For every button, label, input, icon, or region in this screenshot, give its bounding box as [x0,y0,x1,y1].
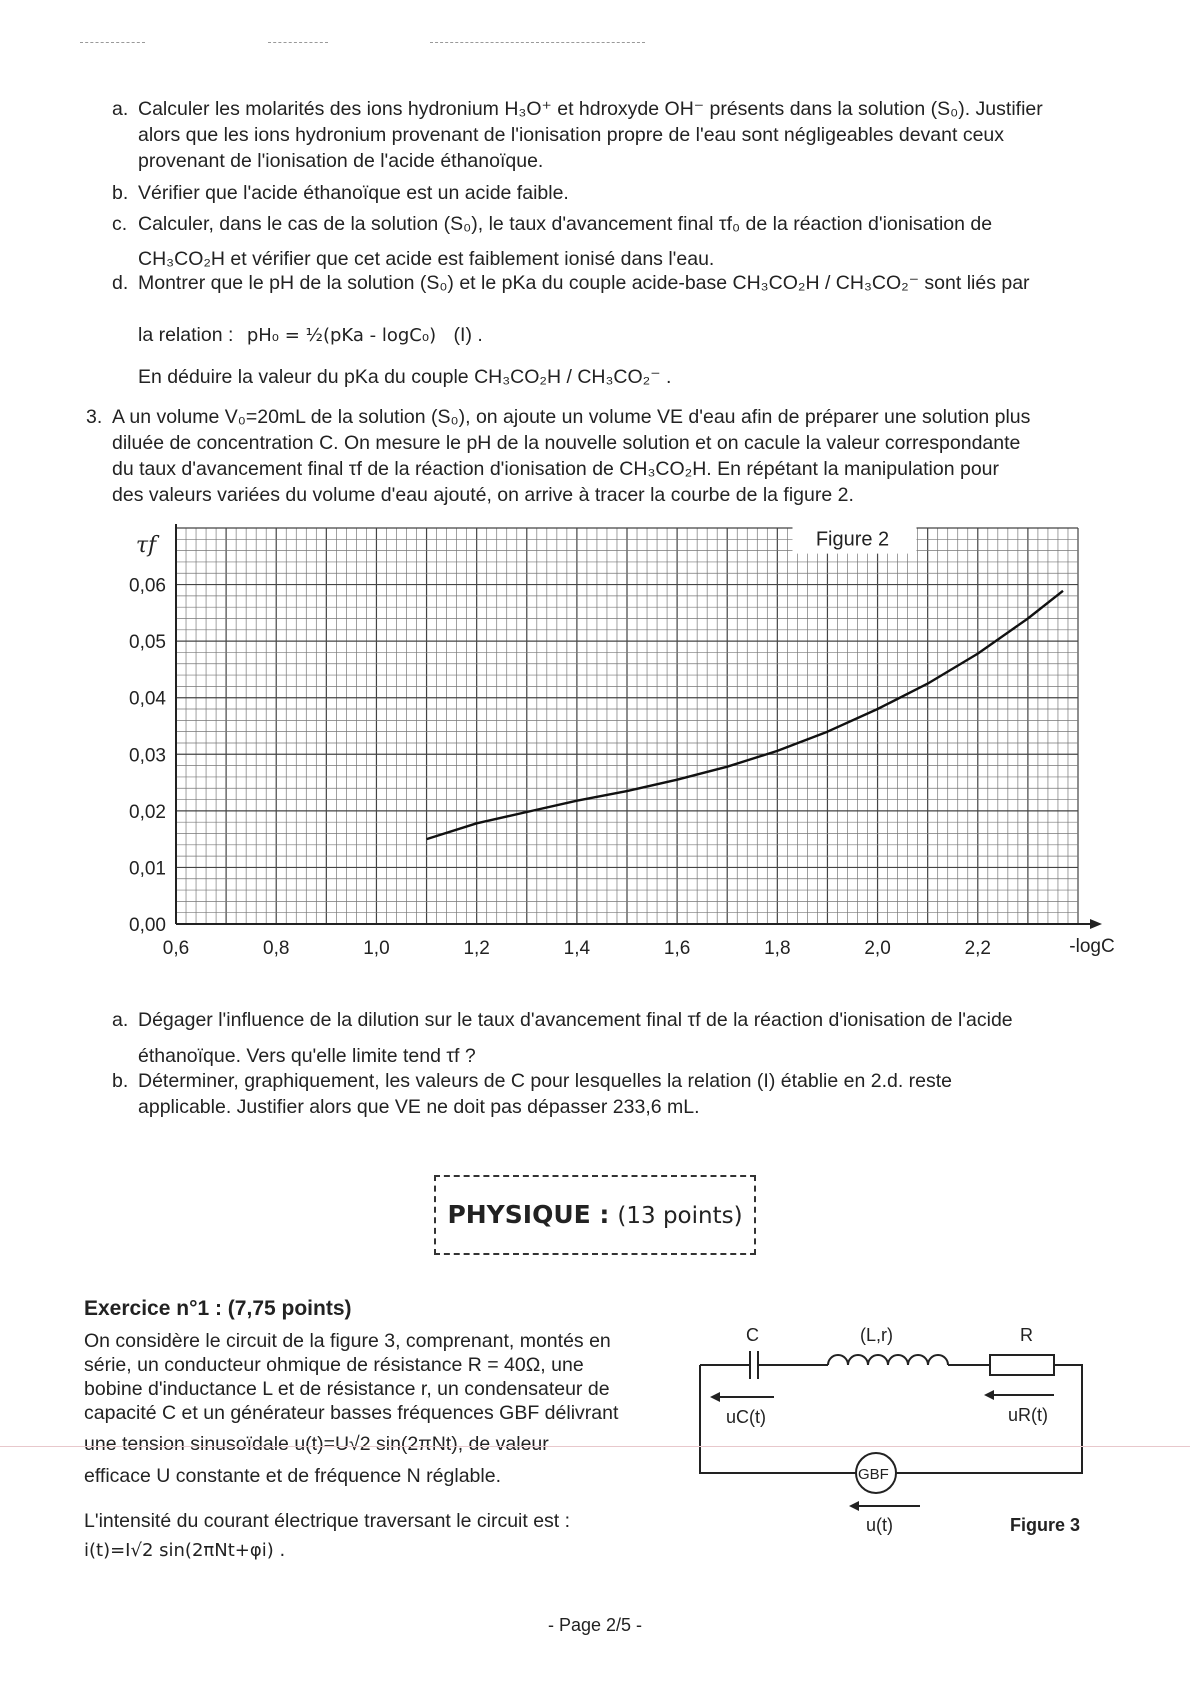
y-tick-label: 0,00 [129,915,166,936]
item-label: d. [112,272,129,294]
q2-a-line1: Calculer les molarités des ions hydronium H₃O⁺ et hdroxyde OH⁻ présents dans la solution (S₀). Justifier [138,98,1043,120]
scan-artifact-dash [80,42,145,43]
ex1-line: On considère le circuit de la figure 3, comprenant, montés en [84,1330,611,1352]
q3-b-line2: applicable. Justifier alors que VE ne doit pas dépasser 233,6 mL. [138,1096,700,1118]
q3-a-line2: éthanoïque. Vers qu'elle limite tend τf ? [138,1045,476,1067]
x-tick-label: 0,8 [263,938,290,959]
q2-item-a [112,96,1102,174]
arrowhead [849,1501,859,1511]
q3-a-line1: Dégager l'influence de la dilution sur le taux d'avancement final τf de la réaction d'ionisation de l'acide [138,1009,1013,1031]
label-lr: (L,r) [860,1325,893,1345]
wire [896,1365,1082,1473]
x-tick-label: 1,4 [563,938,591,959]
resistor [990,1355,1054,1375]
ex1-line: efficace U constante et de fréquence N réglable. [84,1465,501,1487]
scan-artifact-dash [268,42,328,43]
current-formula: i(t)=I√2 sin(2πNt+φi) . [84,1540,286,1561]
item-label: c. [112,213,128,235]
y-tick-label: 0,03 [129,745,166,767]
q3-item-a [112,1002,1107,1074]
physique-points: (13 points) [617,1203,743,1229]
y-tick-label: 0,02 [129,801,166,823]
formula-tag: (I) . [453,324,483,346]
x-tick-label: 2,2 [964,938,991,959]
q3-statement [86,404,1106,508]
label-c: C [746,1325,759,1345]
exercice-1-intro [84,1329,684,1493]
q2-c-line2: CH₃CO₂H et vérifier que cet acide est faiblement ionisé dans l'eau. [138,248,715,270]
label-r: R [1020,1325,1033,1345]
x-tick-label: 2,0 [864,938,891,959]
item-label: b. [112,182,129,204]
figure-2-title: Figure 2 [815,528,890,551]
item-label: 3. [86,406,103,428]
exercice-1-title: Exercice n°1 : (7,75 points) [84,1297,352,1320]
ex1-line: capacité C et un générateur basses fréquences GBF délivrant [84,1402,619,1424]
physique-heading-box [434,1175,756,1255]
arrowhead [984,1390,994,1400]
figure-3-caption: Figure 3 [1010,1515,1081,1535]
scan-artifact-dash [430,42,645,43]
q2-b-text: Vérifier que l'acide éthanoïque est un acide faible. [138,182,569,204]
x-tick-label: 1,8 [764,938,791,959]
figure-3-circuit [690,1325,1110,1535]
label-uc: uC(t) [726,1407,766,1427]
item-label: a. [112,1009,129,1031]
item-label: b. [112,1070,129,1092]
y-tick-label: 0,04 [129,688,166,710]
item-label: a. [112,98,129,120]
physique-title: PHYSIQUE : [447,1200,610,1229]
x-tick-label: 1,2 [463,938,490,959]
label-ur: uR(t) [1008,1405,1048,1425]
ex1-line: une tension sinusoïdale u(t)=U√2 sin(2πNt), de valeur [84,1433,549,1455]
inductor-coil [828,1355,948,1365]
q2-item-d [112,270,1102,296]
x-axis-arrowhead [1090,919,1102,929]
exercice-1-current [84,1508,684,1564]
physique-heading [436,1177,754,1253]
q2-c-line1: Calculer, dans le cas de la solution (S₀), le taux d'avancement final τf₀ de la réaction d'ionisation de [138,213,993,235]
x-axis-label: -logC [1069,936,1115,957]
wire [700,1365,856,1473]
y-tick-label: 0,01 [129,858,166,880]
q2-d-line1: Montrer que le pH de la solution (S₀) et le pKa du couple acide-base CH₃CO₂H / CH₃CO₂⁻ sont liés par [138,272,1030,294]
q3-line4: des valeurs variées du volume d'eau ajouté, on arrive à tracer la courbe de la figure 2. [112,484,854,506]
q3-line2: diluée de concentration C. On mesure le pH de la nouvelle solution et on cacule la valeur correspondante [112,432,1021,454]
q3-line3: du taux d'avancement final τf de la réaction d'ionisation de CH₃CO₂H. En répétant la manipulation pour [112,458,1000,480]
q2-item-b [112,180,1102,206]
x-tick-label: 0,6 [162,938,190,959]
q2-a-line2: alors que les ions hydronium provenant de l'ionisation propre de l'eau sont négligeables devant ceux [138,124,1005,146]
label-gbf: GBF [858,1466,889,1483]
ph-formula: pH₀ = ½(pKa - logC₀) [246,325,437,346]
x-tick-label: 1,6 [663,938,691,959]
relation-prefix: la relation : [138,324,234,346]
y-tick-label: 0,06 [129,575,166,597]
q2-a-line3: provenant de l'ionisation de l'acide éthanoïque. [138,150,544,172]
x-tick-label: 1,0 [363,938,390,959]
page-number: - Page 2/5 - [547,1615,643,1635]
q2-d-line3: En déduire la valeur du pKa du couple CH₃CO₂H / CH₃CO₂⁻ . [138,366,672,388]
arrowhead [710,1392,720,1402]
q2-d-relation [138,322,1038,349]
q2-item-c [112,207,1102,277]
label-u: u(t) [866,1515,893,1535]
ex1-line: bobine d'inductance L et de résistance r, un condensateur de [84,1378,610,1400]
ex1-line: série, un conducteur ohmique de résistance R = 40Ω, une [84,1354,584,1376]
y-axis-label: τf [135,533,157,558]
q3-b-line1: Déterminer, graphiquement, les valeurs de C pour lesquelles la relation (I) établie en 2.d. reste [138,1070,953,1092]
ex1-current-text: L'intensité du courant électrique traversant le circuit est : [84,1510,571,1532]
scan-artifact-line [0,1446,1190,1447]
y-tick-label: 0,05 [129,632,166,654]
q3-item-b [112,1068,1107,1120]
figure-2-chart [100,520,1115,970]
q2-d-deduce [138,364,1038,390]
q3-line1: A un volume V₀=20mL de la solution (S₀), on ajoute un volume VE d'eau afin de préparer une solution plus [112,406,1031,428]
